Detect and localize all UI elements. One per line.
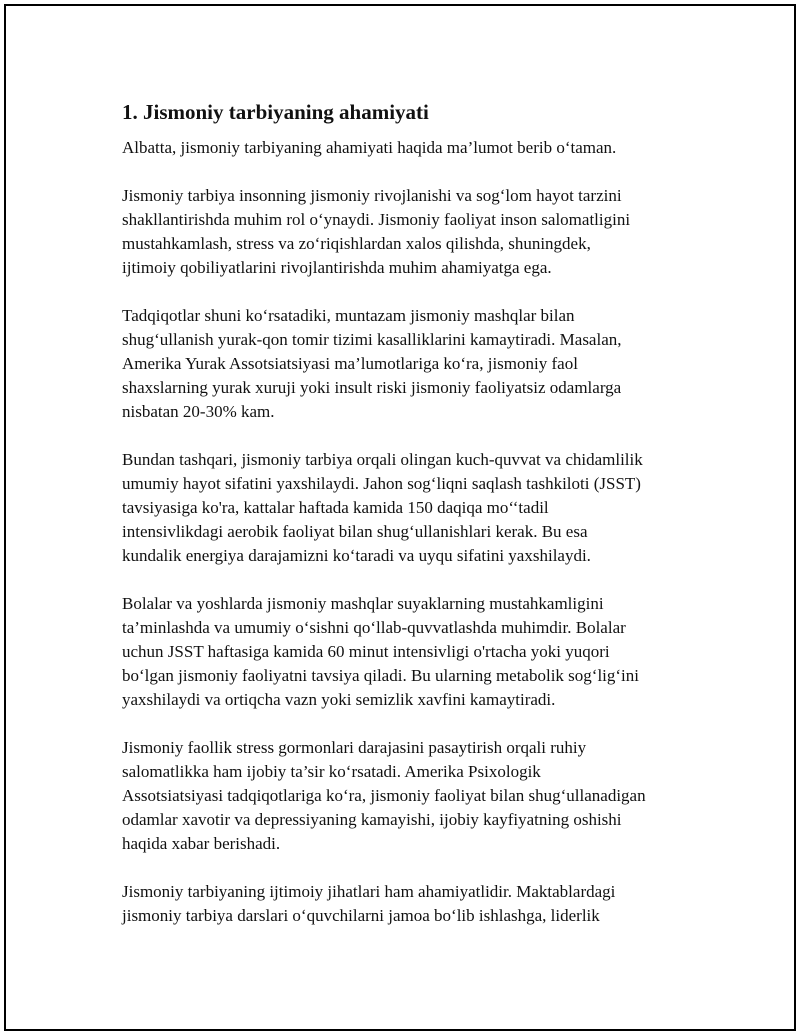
paragraph-physical-development: Jismoniy tarbiya insonning jismoniy rivojlanishi va sog‘lom hayot tarzini shakllantirishda muhim rol o‘ynaydi. Jismoniy faoliyat inson salomatligini mustahkamlash, stress va zo‘riqishlardan xalos qilishda, shuningdek, ijtimoiy qobiliyatlarini rivojlantirishda muhim ahamiyatga ega. [122, 186, 631, 277]
paragraph-social-aspects: Jismoniy tarbiyaning ijtimoiy jihatlari ham ahamiyatlidir. Maktablardagi jismoniy tarbiya darslari o‘quvchilarni jamoa bo‘lib ishlashga, liderlik [122, 882, 616, 925]
paragraph-children-youth: Bolalar va yoshlarda jismoniy mashqlar suyaklarning mustahkamligini ta’minlashda va umumiy o‘sishni qo‘llab-quvvatlashda muhimdir. Bolalar uchun JSST haftasiga kamida 60 minut intensivligi o'rtacha yoki yuqori bo‘lgan jismoniy faoliyatni tavsiya qiladi. Bu ularning metabolik sog‘lig‘ini yaxshilaydi va ortiqcha vazn yoki semizlik xavfini kamaytiradi. [122, 594, 640, 709]
document-body [122, 98, 692, 952]
intro-paragraph: Albatta, jismoniy tarbiyaning ahamiyati haqida ma’lumot berib o‘taman. [122, 138, 617, 157]
page-title: 1. Jismoniy tarbiyaning ahamiyati [122, 100, 429, 124]
paragraph-cardiovascular-research: Tadqiqotlar shuni ko‘rsatadiki, muntazam jismoniy mashqlar bilan shug‘ullanish yurak-qon tomir tizimi kasalliklarini kamaytiradi. Masalan, Amerika Yurak Assotsiatsiyasi ma’lumotlariga ko‘ra, jismoniy faol shaxslarning yurak xuruji yoki insult riski jismoniy faoliyatsiz odamlarga nisbatan 20-30% kam. [122, 306, 622, 421]
page-frame [4, 4, 796, 1031]
paragraph-quality-of-life: Bundan tashqari, jismoniy tarbiya orqali olingan kuch-quvvat va chidamlilik umumiy hayot sifatini yaxshilaydi. Jahon sog‘liqni saqlash tashkiloti (JSST) tavsiyasiga ko'ra, kattalar haftada kamida 150 daqiqa mo‘‘tadil intensivlikdagi aerobik faoliyat bilan shug‘ullanishlari kerak. Bu esa kundalik energiya darajamizni ko‘taradi va uyqu sifatini yaxshilaydi. [122, 450, 643, 565]
paragraph-mental-health: Jismoniy faollik stress gormonlari darajasini pasaytirish orqali ruhiy salomatlikka ham ijobiy ta’sir ko‘rsatadi. Amerika Psixologik Assotsiatsiyasi tadqiqotlariga ko‘ra, jismoniy faoliyat bilan shug‘ullanadigan odamlar xavotir va depressiyaning kamayishi, ijobiy kayfiyatning oshishi haqida xabar berishadi. [122, 738, 646, 853]
